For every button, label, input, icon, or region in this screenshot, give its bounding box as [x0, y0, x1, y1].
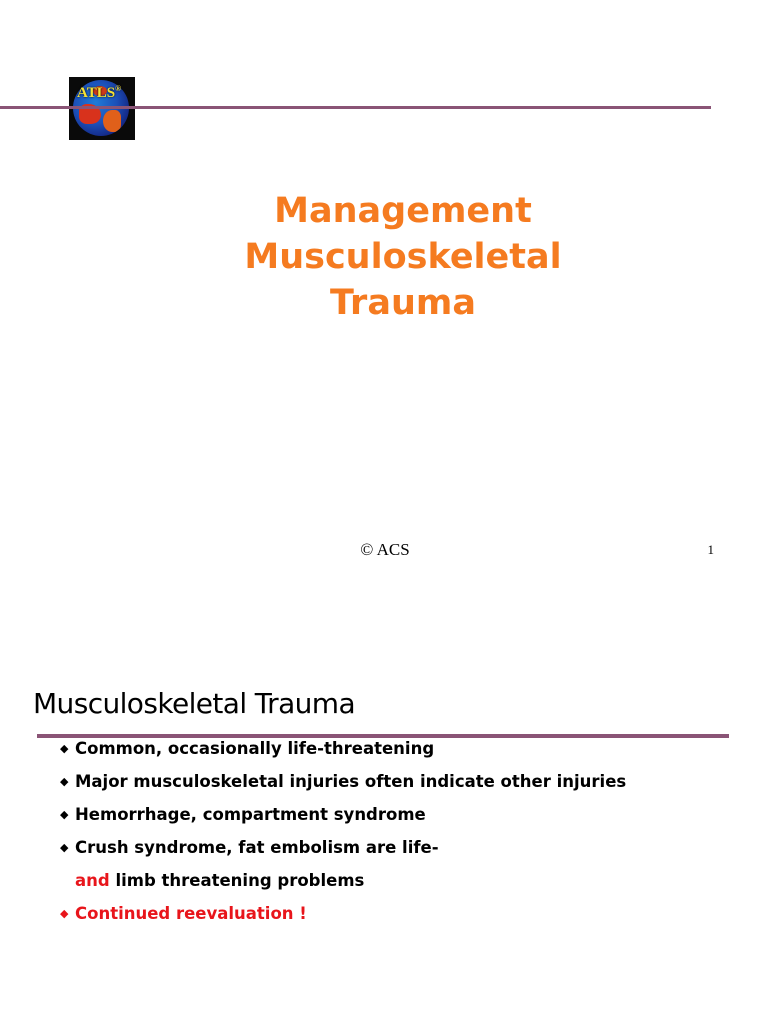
diamond-bullet-icon: ◆: [60, 841, 69, 854]
diamond-bullet-icon: ◆: [60, 907, 69, 920]
page-number: 1: [707, 542, 714, 557]
diamond-bullet-icon: ◆: [60, 775, 69, 788]
header-rule: [0, 106, 711, 109]
title-line: Management: [274, 191, 532, 231]
title-line: Musculoskeletal: [244, 237, 562, 277]
list-item: ◆ Major musculoskeletal injuries often indicate other injuries: [60, 765, 750, 798]
emphasis-text: and: [75, 871, 110, 890]
title-line: Trauma: [330, 283, 476, 323]
diamond-bullet-icon: ◆: [60, 742, 69, 755]
slide-heading: Musculoskeletal Trauma: [33, 687, 356, 720]
slide-title: [203, 188, 603, 326]
list-item: ◆ Crush syndrome, fat embolism are life-: [60, 831, 750, 864]
list-item-continuation: and limb threatening problems: [75, 871, 365, 890]
copyright: © ACS: [360, 540, 410, 559]
list-item: ◆ Continued reevaluation !: [60, 897, 750, 930]
logo-text: ATLS®: [77, 84, 122, 101]
bullet-list: [60, 732, 750, 930]
list-item: ◆ Hemorrhage, compartment syndrome: [60, 798, 750, 831]
list-item: ◆ Common, occasionally life-threatening: [60, 732, 750, 765]
diamond-bullet-icon: ◆: [60, 808, 69, 821]
content-slide: [0, 660, 768, 1024]
